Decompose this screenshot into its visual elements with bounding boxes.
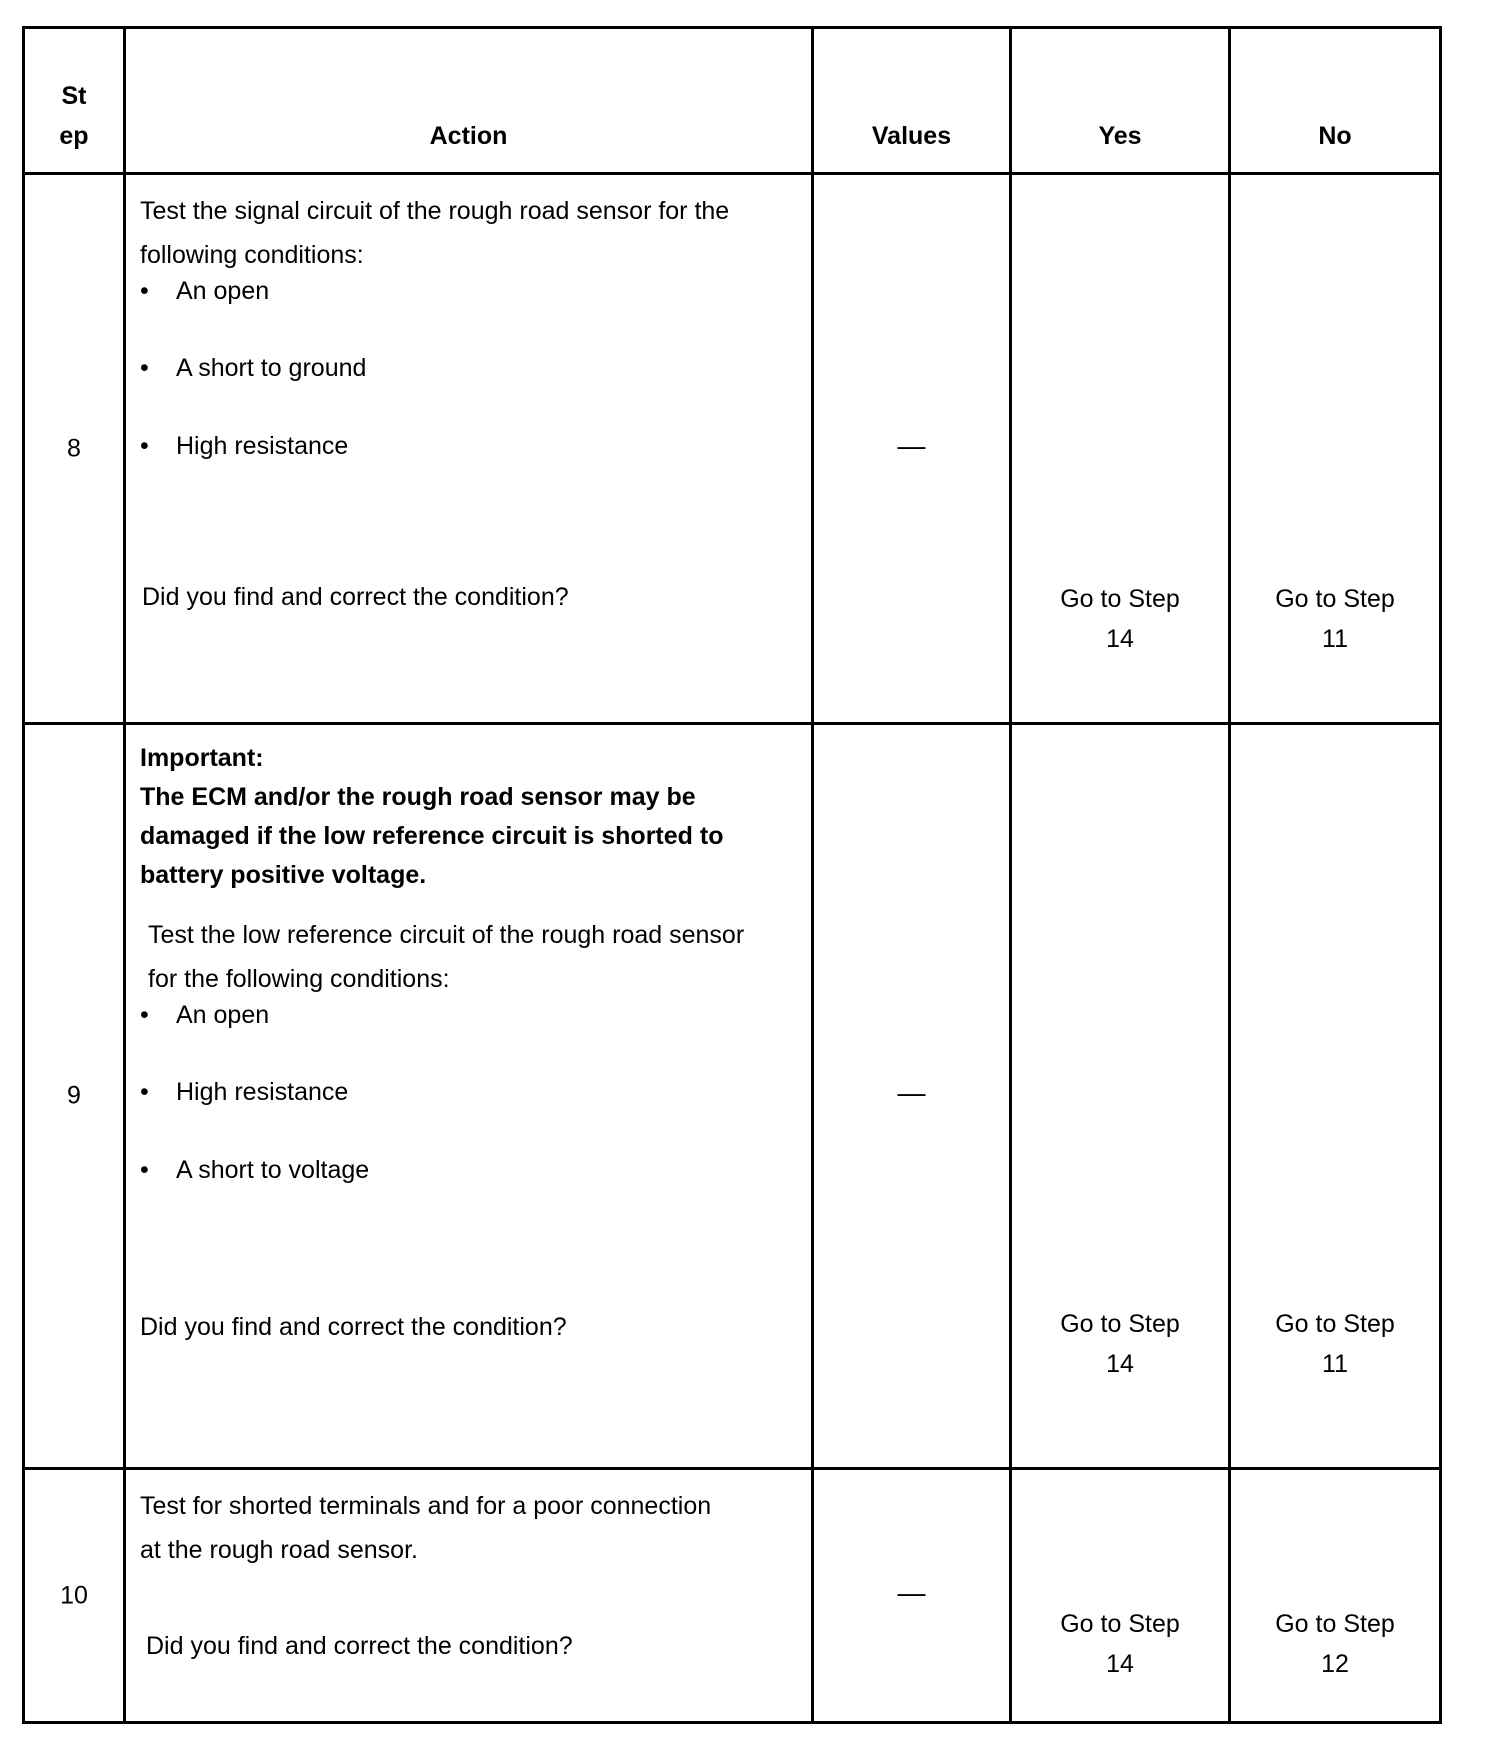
yes-cell bbox=[1011, 724, 1230, 1469]
important-text: The ECM and/or the rough road sensor may be damaged if the low reference circuit is shorted to battery positive voltage. bbox=[140, 783, 724, 889]
no-cell bbox=[1230, 174, 1441, 724]
values-dash: — bbox=[897, 1576, 926, 1608]
values-cell bbox=[813, 1469, 1011, 1723]
values-dash: — bbox=[897, 429, 926, 461]
action-question: Did you find and correct the condition? bbox=[142, 583, 569, 611]
yes-cell bbox=[1011, 174, 1230, 724]
no-goto-label: Go to Step bbox=[1275, 1310, 1395, 1338]
yes-goto-step: 14 bbox=[1106, 1650, 1134, 1678]
header-action-label: Action bbox=[429, 122, 508, 150]
values-dash: — bbox=[897, 1076, 926, 1108]
header-values-label: Values bbox=[871, 122, 952, 150]
no-goto-step: 11 bbox=[1322, 625, 1348, 653]
bullet-text: A short to voltage bbox=[176, 1156, 370, 1184]
bullet-text: High resistance bbox=[176, 432, 349, 460]
action-question: Did you find and correct the condition? bbox=[140, 1313, 567, 1341]
step-number: 9 bbox=[67, 1081, 81, 1110]
bullet-text: An open bbox=[176, 1001, 270, 1029]
header-action bbox=[125, 28, 813, 174]
yes-goto-step: 14 bbox=[1106, 625, 1134, 653]
header-no bbox=[1230, 28, 1441, 174]
table-row-step-10 bbox=[24, 1469, 1441, 1723]
table-header-row bbox=[24, 28, 1441, 174]
header-no-label: No bbox=[1318, 122, 1352, 150]
values-cell bbox=[813, 724, 1011, 1469]
header-values bbox=[813, 28, 1011, 174]
action-intro: Test the low reference circuit of the rough road sensor for the following conditions: bbox=[148, 921, 745, 993]
action-intro: Test for shorted terminals and for a poor connection at the rough road sensor. bbox=[140, 1492, 712, 1564]
yes-cell bbox=[1011, 1469, 1230, 1723]
yes-goto-label: Go to Step bbox=[1060, 585, 1180, 613]
header-step-line2: ep bbox=[59, 122, 89, 150]
table-row-step-9 bbox=[24, 724, 1441, 1469]
no-cell bbox=[1230, 724, 1441, 1469]
action-cell: Test the signal circuit of the rough road sensor for the following conditions: • An open • A short to ground • High resistance Did you find and correct the condition? bbox=[125, 174, 813, 724]
bullet-text: High resistance bbox=[176, 1078, 349, 1106]
step-cell bbox=[24, 174, 125, 724]
table-row-step-8 bbox=[24, 174, 1441, 724]
no-cell bbox=[1230, 1469, 1441, 1723]
action-cell: Important: The ECM and/or the rough road sensor may be damaged if the low reference circuit is shorted to battery positive voltage. Test the low reference circuit of the rough road sensor for the following conditions: • An open • High resistance • A short to voltage Did you find and correct the condition? bbox=[125, 724, 813, 1469]
no-goto-step: 11 bbox=[1322, 1350, 1348, 1378]
important-heading: Important: bbox=[140, 744, 264, 772]
yes-goto-label: Go to Step bbox=[1060, 1310, 1180, 1338]
header-step bbox=[24, 28, 125, 174]
step-cell bbox=[24, 1469, 125, 1723]
diagnostic-table bbox=[22, 26, 1442, 1724]
bullet-text: An open bbox=[176, 277, 270, 305]
step-cell bbox=[24, 724, 125, 1469]
step-number: 8 bbox=[67, 434, 81, 462]
no-goto-step: 12 bbox=[1321, 1650, 1349, 1678]
yes-goto-label: Go to Step bbox=[1060, 1610, 1180, 1638]
bullet-text: A short to ground bbox=[176, 354, 367, 382]
header-yes-label: Yes bbox=[1098, 122, 1142, 150]
action-intro: Test the signal circuit of the rough road sensor for the following conditions: bbox=[140, 197, 730, 269]
header-step-line1: St bbox=[61, 82, 87, 110]
no-goto-label: Go to Step bbox=[1275, 1610, 1395, 1638]
yes-goto-step: 14 bbox=[1106, 1350, 1134, 1378]
action-question: Did you find and correct the condition? bbox=[146, 1632, 573, 1660]
header-yes bbox=[1011, 28, 1230, 174]
step-number: 10 bbox=[60, 1581, 88, 1609]
action-cell bbox=[125, 1469, 813, 1723]
no-goto-label: Go to Step bbox=[1275, 585, 1395, 613]
values-cell bbox=[813, 174, 1011, 724]
